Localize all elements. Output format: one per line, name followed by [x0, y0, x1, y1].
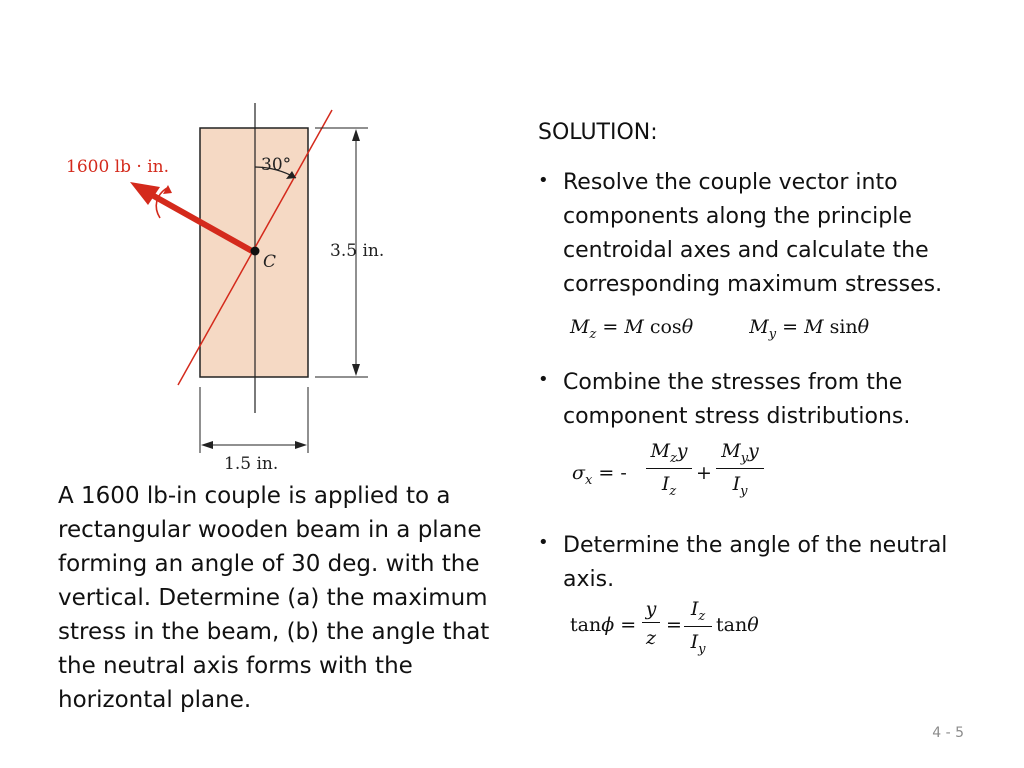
beam-figure [60, 95, 400, 480]
mz-subscript: z [589, 326, 597, 342]
tan-function: tan [570, 614, 602, 636]
width-arrow-right [295, 441, 307, 449]
moment-vector-head [130, 182, 160, 205]
equation-neutral-axis [570, 598, 800, 664]
mz-func: cos [649, 316, 682, 338]
height-label: 3.5 in. [330, 241, 385, 261]
slide-number: 4 - 5 [932, 725, 964, 741]
equation-bending-stress [572, 440, 812, 510]
bullet-marker: • [538, 369, 549, 390]
fraction-numerator-y: y [642, 598, 660, 623]
mz-var: θ [681, 316, 694, 338]
inertia-numerator-sub: z [698, 608, 706, 624]
my-var: θ [857, 316, 870, 338]
mz-rhs: = M [602, 316, 644, 338]
inertia-denominator: I [690, 630, 699, 653]
bullet-marker: • [538, 532, 549, 553]
plus-sign: + [696, 462, 712, 484]
term1-numerator-y: y [676, 440, 688, 462]
term2-numerator-m: M [721, 440, 741, 462]
equals-1: = [620, 614, 637, 636]
my-rhs: = M [782, 316, 824, 338]
inertia-numerator: I [690, 598, 699, 620]
centroid-point [251, 247, 260, 256]
my-func: sin [829, 316, 858, 338]
tan-function-2: tan [716, 614, 748, 636]
term2-numerator-sub: y [740, 450, 749, 466]
width-label: 1.5 in. [224, 454, 279, 474]
problem-statement: A 1600 lb-in couple is applied to a rectangular wooden beam in a plane forming an angle of 30 deg. with the vertical. Determine (a) the maximum stress in the beam, (b) the angle that the neutral axis forms with the horizontal plane. [58, 483, 490, 713]
my-symbol: M [749, 316, 769, 338]
term1-numerator-m: M [650, 440, 670, 462]
centroid-label: C [263, 252, 277, 272]
equals-2: = [666, 614, 682, 636]
solution-title: SOLUTION: [538, 120, 658, 145]
solution-bullet-2: Combine the stresses from the component stress distributions. [563, 370, 911, 429]
theta-symbol: θ [747, 614, 759, 636]
term1-numerator-sub: z [669, 450, 677, 466]
term1-denominator-i: I [661, 472, 670, 495]
equation-moment-components [570, 316, 869, 342]
angle-label: 30° [261, 155, 292, 175]
height-arrow-bottom [352, 364, 360, 376]
fraction-denominator-z: z [645, 627, 656, 649]
equals-minus: = - [598, 462, 627, 484]
term2-denominator-sub: y [740, 483, 748, 499]
term1-denominator-sub: z [669, 483, 677, 499]
my-subscript: y [768, 326, 777, 342]
inertia-denominator-sub: y [698, 641, 706, 657]
sigma-subscript: x [584, 472, 593, 488]
bullet-marker: • [538, 170, 549, 191]
phi-symbol: ϕ [601, 614, 615, 636]
height-arrow-top [352, 129, 360, 141]
mz-symbol: M [570, 316, 590, 338]
sigma-symbol: σ [572, 462, 585, 484]
term2-denominator-i: I [732, 472, 741, 495]
solution-bullet-3: Determine the angle of the neutral axis. [563, 533, 948, 592]
moment-label: 1600 lb · in. [66, 157, 169, 177]
width-arrow-left [201, 441, 213, 449]
solution-bullet-1: Resolve the couple vector into components along the principle centroidal axes and calculate the corresponding maximum stresses. [563, 170, 943, 297]
term2-numerator-y: y [748, 440, 759, 462]
